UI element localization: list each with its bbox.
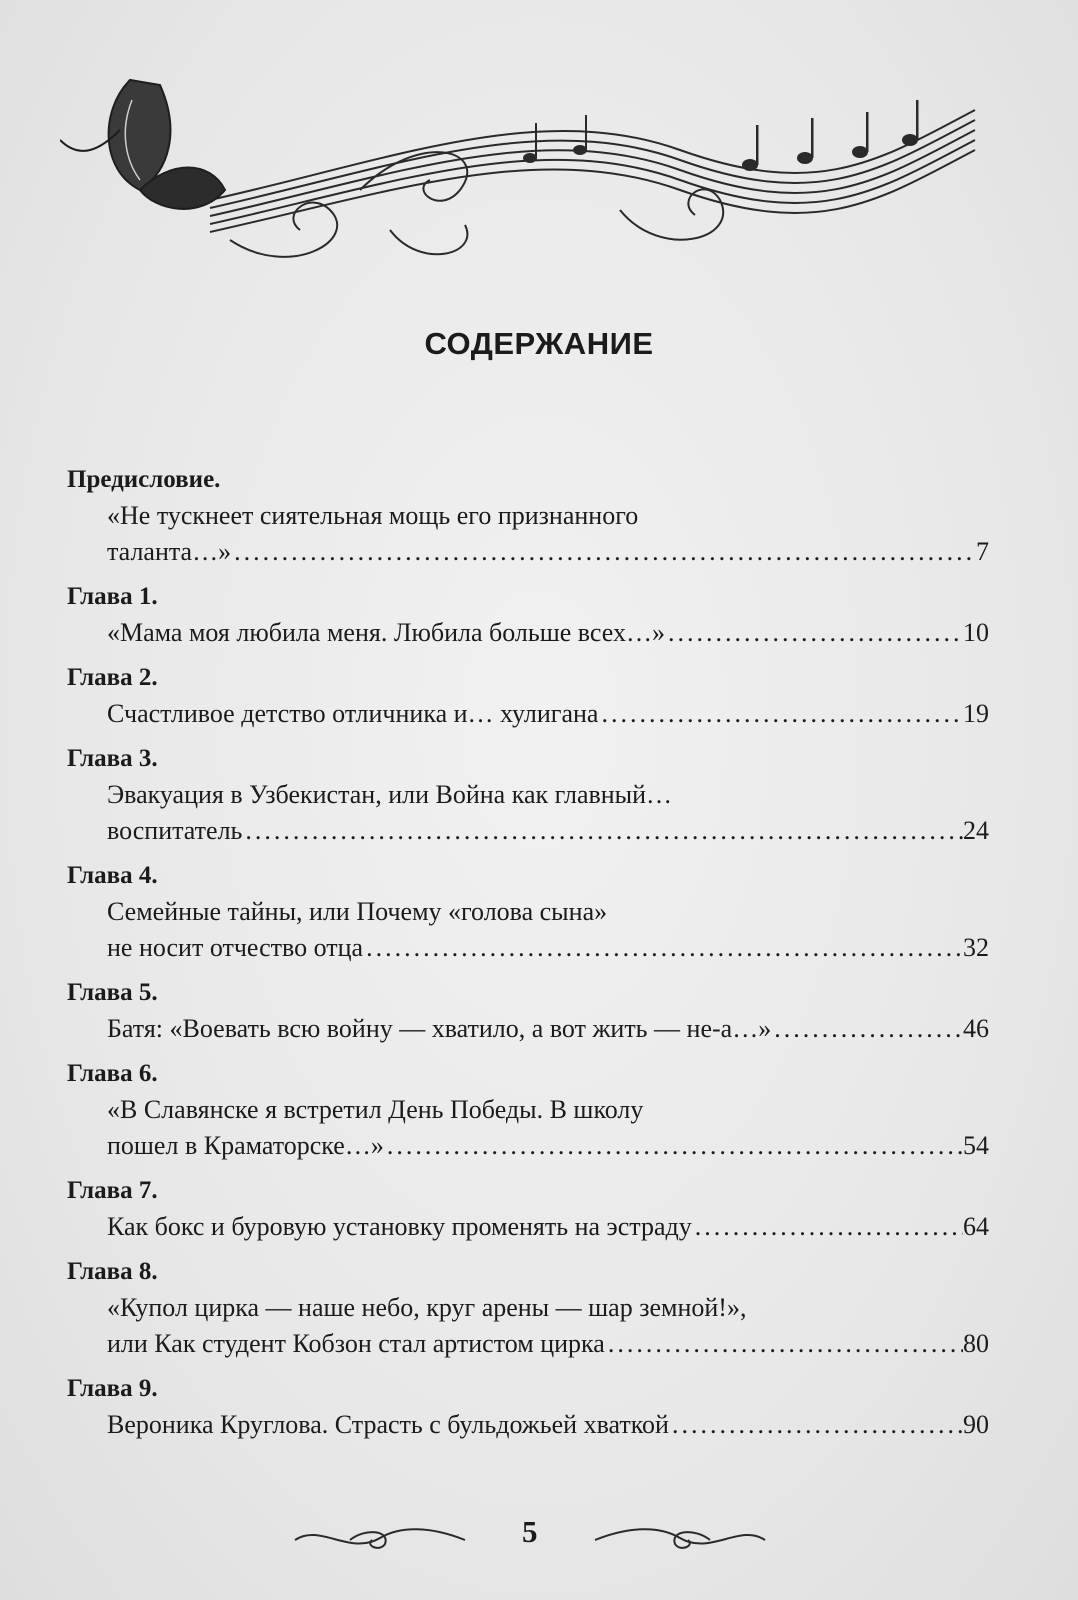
toc-entry-title: Счастливое детство отличника и… хулигана: [107, 699, 599, 728]
toc-entry: [107, 498, 989, 570]
toc-entry: [107, 1092, 989, 1164]
toc-dot-leader: [771, 1011, 963, 1047]
toc-chapter-label: Предисловие.: [67, 466, 221, 493]
toc-chapter-label: Глава 5.: [67, 979, 158, 1006]
toc-entry: [107, 615, 989, 651]
toc-dot-leader: [669, 1407, 963, 1443]
toc-entry: [107, 1407, 989, 1443]
toc-entry-title: Эвакуация в Узбекистан, или Война как главный…: [107, 780, 673, 809]
table-of-contents: [67, 462, 989, 1452]
toc-entry-title: не носит отчество отца: [107, 933, 364, 962]
toc-page-number: 54: [963, 1131, 989, 1160]
toc-dot-leader: [363, 930, 963, 966]
toc-section: [67, 975, 989, 1047]
toc-page-number: 80: [963, 1329, 989, 1358]
toc-chapter-label: Глава 3.: [67, 745, 158, 772]
page-footer: [0, 1512, 1078, 1562]
butterfly-music-staff-icon: [60, 40, 1010, 270]
toc-dot-leader: [598, 696, 963, 732]
toc-entry-title: воспитатель: [107, 816, 243, 845]
toc-chapter-label: Глава 4.: [67, 862, 158, 889]
toc-section: [67, 1254, 989, 1362]
toc-section: [67, 1056, 989, 1164]
toc-entry-title: пошел в Краматорске…»: [107, 1131, 384, 1160]
toc-entry-title: или Как студент Кобзон стал артистом цирка: [107, 1329, 605, 1358]
page-title: СОДЕРЖАНИЕ: [424, 326, 654, 361]
toc-dot-leader: [665, 615, 963, 651]
swirl-right-icon: [590, 1518, 770, 1558]
toc-section: [67, 579, 989, 651]
toc-dot-leader: [605, 1326, 963, 1362]
toc-section: [67, 660, 989, 732]
toc-page-number: 7: [976, 537, 989, 566]
toc-dot-leader: [384, 1128, 963, 1164]
toc-entry: [107, 696, 989, 732]
toc-entry-title: «В Славянске я встретил День Победы. В школу: [107, 1095, 644, 1124]
toc-section: [67, 1173, 989, 1245]
toc-section: [67, 1371, 989, 1443]
toc-entry-title: «Купол цирка — наше небо, круг арены — шар земной!»,: [107, 1293, 747, 1322]
toc-page-number: 19: [963, 699, 989, 728]
toc-page-number: 24: [963, 816, 989, 845]
toc-page-number: 32: [963, 933, 989, 962]
toc-entry-title: таланта…»: [107, 537, 232, 566]
toc-section: [67, 741, 989, 849]
toc-entry: [107, 1011, 989, 1047]
toc-chapter-label: Глава 1.: [67, 583, 158, 610]
toc-entry: [107, 894, 989, 966]
page-number: 5: [522, 1514, 538, 1549]
toc-page-number: 46: [963, 1014, 989, 1043]
toc-dot-leader: [242, 813, 963, 849]
toc-entry-title: «Мама моя любила меня. Любила больше всех…»: [107, 618, 665, 647]
toc-dot-leader: [231, 534, 976, 570]
toc-chapter-label: Глава 2.: [67, 664, 158, 691]
toc-page-number: 10: [963, 618, 989, 647]
swirl-left-icon: [290, 1518, 470, 1558]
toc-entry: [107, 1209, 989, 1245]
toc-section: [67, 858, 989, 966]
toc-section: [67, 462, 989, 570]
toc-chapter-label: Глава 7.: [67, 1177, 158, 1204]
toc-page-number: 90: [963, 1410, 989, 1439]
toc-page-number: 64: [963, 1212, 989, 1241]
toc-entry-title: Батя: «Воевать всю войну — хватило, а вот жить — не-а…»: [107, 1014, 772, 1043]
toc-entry: [107, 1290, 989, 1362]
toc-entry-title: Семейные тайны, или Почему «голова сына»: [107, 897, 608, 926]
toc-chapter-label: Глава 9.: [67, 1375, 158, 1402]
toc-chapter-label: Глава 8.: [67, 1258, 158, 1285]
toc-entry-title: Вероника Круглова. Страсть с бульдожьей хваткой: [107, 1410, 669, 1439]
toc-entry-title: Как бокс и буровую установку променять на эстраду: [107, 1212, 692, 1241]
toc-dot-leader: [692, 1209, 963, 1245]
toc-entry: [107, 777, 989, 849]
toc-chapter-label: Глава 6.: [67, 1060, 158, 1087]
toc-entry-title: «Не тускнеет сиятельная мощь его признанного: [107, 501, 639, 530]
